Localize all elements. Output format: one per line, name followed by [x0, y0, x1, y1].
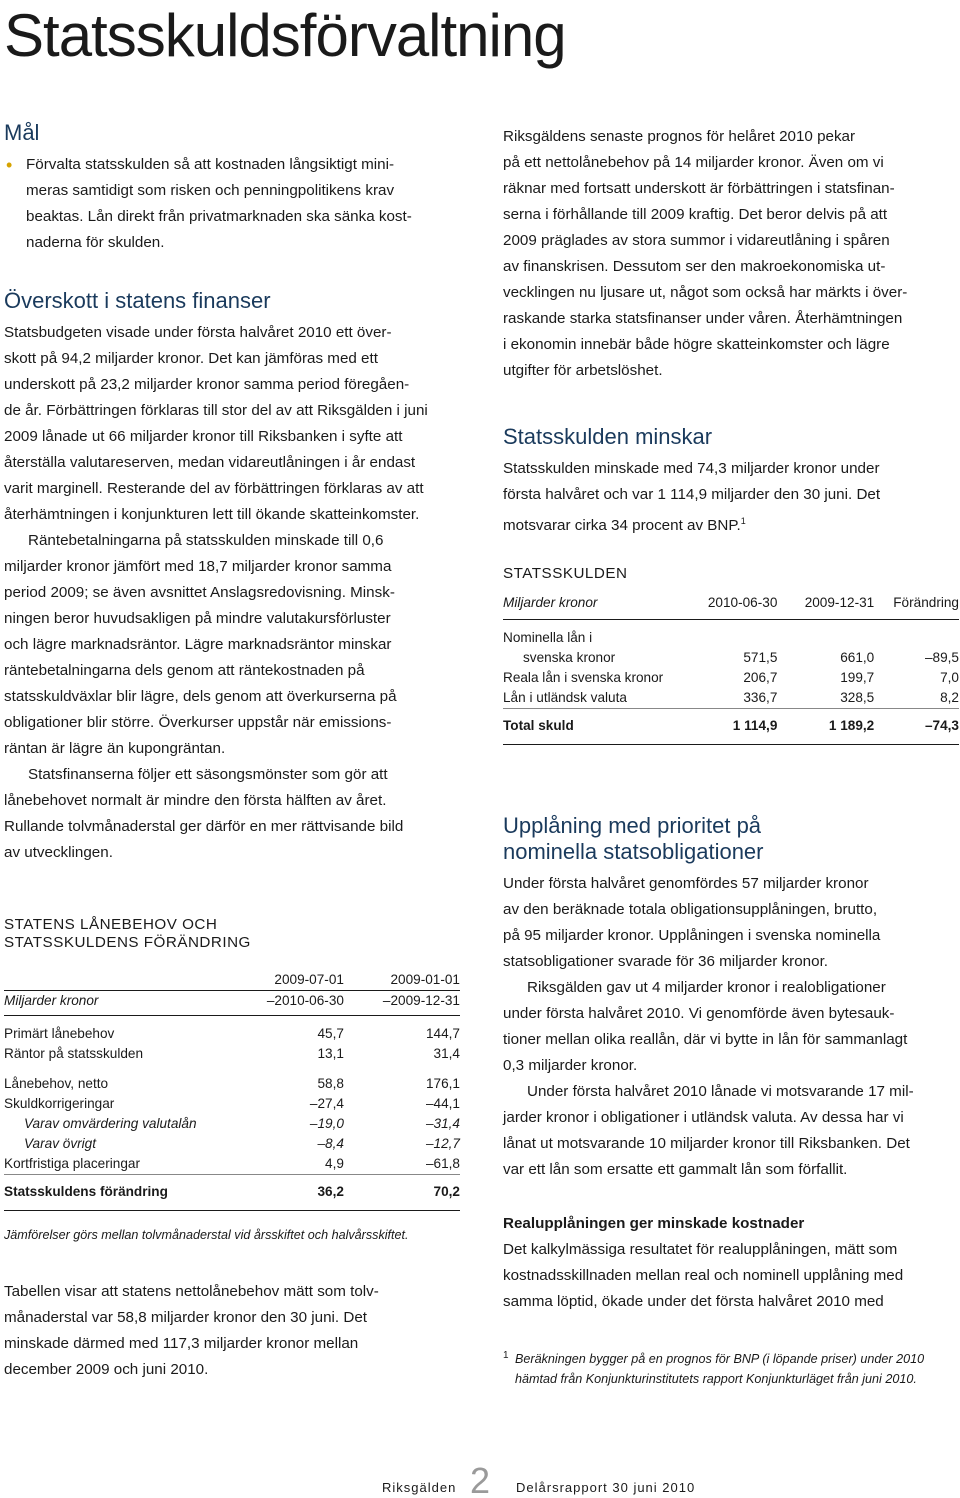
table-row	[4, 1154, 460, 1175]
closing-paragraph	[4, 1279, 460, 1383]
text-line: av den beräknade totala obligationsupplåningen, brutto,	[503, 901, 878, 919]
upplaning-paragraph-3	[503, 1079, 959, 1183]
text-line: Rullande tolvmånaderstal ger därför en mer rättvisande bild	[4, 818, 404, 835]
text-line: Under första halvåret genomfördes 57 miljarder kronor	[503, 875, 869, 893]
bullet-icon: •	[6, 155, 13, 175]
row-label: Skuldkorrigeringar	[4, 1095, 115, 1111]
text-line: på 95 miljarder kronor. Upplåningen i svenska nominella	[503, 927, 881, 945]
upplaning-heading	[503, 813, 959, 865]
row-value: 176,1	[425, 1075, 460, 1091]
text-line: period 2009; se även avsnittet Anslagsredovisning. Minsk-	[4, 584, 395, 601]
row-value: 571,5	[743, 649, 778, 665]
overskott-paragraph-3	[4, 762, 460, 866]
row-value: 31,4	[433, 1045, 460, 1061]
table-row	[4, 1114, 460, 1134]
text-line: Beräkningen bygger på en prognos för BNP (i löpande priser) under 2010	[515, 1352, 925, 1367]
text-line: räntan är lägre än kupongräntan.	[4, 740, 226, 757]
text-line: raskande starka statsfinanser under våren. Återhämtningen	[503, 310, 903, 327]
text-line: serna i förhållande till 2009 kraftig. Det beror delvis på att	[503, 206, 888, 223]
minskar-paragraph	[503, 456, 959, 539]
row-value: –12,7	[425, 1135, 460, 1151]
table1-col1-header-line1: 2009-07-01	[274, 972, 344, 987]
text-line: lånebehovet normalt är mindre den första hälften av året.	[4, 792, 387, 809]
text-line: obligationer blir större. Överkurser uppstår när emissions-	[4, 714, 392, 731]
total-value: –74,3	[924, 718, 959, 734]
row-label: Kortfristiga placeringar	[4, 1155, 140, 1171]
row-label: Reala lån i svenska kronor	[503, 669, 664, 685]
row-value: –27,4	[309, 1095, 344, 1111]
table-row	[4, 1094, 460, 1114]
table1-col2-header-line2: –2009-12-31	[382, 993, 460, 1008]
overskott-paragraph-1	[4, 320, 460, 528]
text-line: Under första halvåret 2010 lånade vi motsvarande 17 mil-	[527, 1083, 914, 1101]
footnote-ref: 1	[740, 516, 746, 526]
real-heading: Realupplåningen ger minskade kostnader	[503, 1215, 805, 1233]
row-value: –61,8	[425, 1155, 460, 1171]
text-line: under första halvåret 2010. Vi genomförde även bytesauk-	[503, 1005, 895, 1023]
table-row	[4, 1074, 460, 1094]
total-value: 1 114,9	[732, 718, 778, 734]
text-line: kostnadsskillnaden mellan real och nominell upplåning med	[503, 1267, 904, 1285]
text-line: statsskuldväxlar blir lägre, dels genom att överkurserna på	[4, 688, 397, 705]
text-line: och lägre marknadsräntor. Lägre marknadsräntor minskar	[4, 636, 392, 653]
table1-title-line1: STATENS LÅNEBEHOV OCH	[4, 916, 218, 933]
total-label: Total skuld	[503, 718, 574, 734]
minskar-heading: Statsskulden minskar	[503, 424, 713, 449]
overskott-paragraph-2	[4, 528, 460, 762]
table-row	[503, 668, 959, 688]
row-value: –19,0	[309, 1115, 344, 1131]
text-line: 0,3 miljarder kronor.	[503, 1057, 638, 1075]
page-number: 2	[470, 1460, 491, 1498]
text-line: första halvåret och var 1 114,9 miljarder den 30 juni. Det	[503, 486, 881, 503]
text-line: samma löptid, ökade under det första halvåret 2010 med	[503, 1293, 884, 1311]
text-line: tioner mellan olika reallån, där vi bytte in lån för sammanlagt	[503, 1031, 908, 1049]
row-label: Primärt lånebehov	[4, 1025, 115, 1041]
row-value: –8,4	[317, 1135, 344, 1151]
table1-title-line2: STATSSKULDENS FÖRÄNDRING	[4, 934, 251, 951]
text-line: 2009 lånade ut 66 miljarder kronor till Riksbanken i syfte att	[4, 428, 403, 445]
table-total-row	[503, 716, 959, 745]
text-line: meras samtidigt som risken och penningpolitikens krav	[26, 182, 395, 199]
text-line: beaktas. Lån direkt från privatmarknaden ska sänka kost-	[26, 208, 412, 225]
left-column	[4, 120, 460, 1383]
table2-title: STATSSKULDEN	[503, 565, 628, 583]
table1-unit-cell	[4, 970, 234, 991]
upplaning-paragraph-2	[503, 975, 959, 1079]
text-line: minskade därmed med 117,3 miljarder kronor mellan	[4, 1335, 359, 1352]
text-line: var ett lån som ersatte ett gammalt lån som förfallit.	[503, 1161, 848, 1179]
text-line: ningen beror huvudsakligen på mindre valutakursförluster	[4, 610, 391, 627]
total-value: 1 189,2	[828, 718, 875, 734]
page-footer	[0, 1462, 960, 1498]
text-line: återställa valutareserven, medan vidareutlåningen i år endast	[4, 454, 416, 471]
table2-unit-label: Miljarder kronor	[503, 595, 598, 611]
row-value: 336,7	[743, 689, 778, 705]
mal-bullet	[4, 152, 460, 256]
text-line: månaderstal var 58,8 miljarder kronor den 30 juni. Det	[4, 1309, 367, 1326]
table-row	[4, 1024, 460, 1044]
text-line: december 2009 och juni 2010.	[4, 1361, 209, 1378]
statsskulden-table	[503, 593, 959, 745]
text-line: hämtad från Konjunkturinstitutets rapport Konjunkturläget från juni 2010.	[515, 1372, 917, 1387]
text-line: statsobligationer svarade för 36 miljarder kronor.	[503, 953, 829, 971]
mal-bullet-text	[26, 152, 412, 256]
row-value: 13,1	[317, 1045, 344, 1061]
footer-report: Delårsrapport 30 juni 2010	[516, 1480, 696, 1495]
text-line: i ekonomin innebär både högre skatteinkomster och lägre	[503, 336, 890, 353]
footer-org: Riksgälden	[382, 1480, 457, 1495]
text-line: återhämtningen i konjunkturen lett till ökande skatteinkomster.	[4, 506, 420, 523]
table2-col1-header: 2010-06-30	[707, 595, 778, 611]
table1-col1-header-line2: –2010-06-30	[266, 993, 344, 1008]
table1-unit-label: Miljarder kronor	[4, 993, 99, 1008]
text-line: av finanskrisen. Dessutom ser den makroekonomiska ut-	[503, 258, 886, 275]
text-line: Statsskulden minskade med 74,3 miljarder kronor under	[503, 460, 880, 477]
row-value: 199,7	[840, 669, 875, 685]
lanebehov-table-block	[4, 916, 460, 1245]
text-line: miljarder kronor jämfört med 18,7 miljarder kronor samma	[4, 558, 392, 575]
footnote	[503, 1349, 959, 1389]
table-row	[4, 1044, 460, 1064]
text-line: utgifter för arbetslöshet.	[503, 362, 663, 379]
row-label: Lånebehov, netto	[4, 1075, 109, 1091]
text-line: Tabellen visar att statens nettolånebehov mätt som tolv-	[4, 1283, 379, 1300]
real-paragraph	[503, 1237, 959, 1315]
text-line: räntebetalningarna dels genom att räntekostnaden på	[4, 662, 365, 679]
lanebehov-table	[4, 970, 460, 1211]
table-row	[503, 688, 959, 709]
table2-col2-header: 2009-12-31	[804, 595, 875, 611]
table-row	[503, 628, 959, 648]
mal-heading: Mål	[4, 120, 40, 145]
row-value: 328,5	[840, 689, 875, 705]
table-row	[503, 648, 959, 668]
heading-line: Upplåning med prioritet på	[503, 813, 762, 839]
text-line: Statsbudgeten visade under första halvåret 2010 ett över-	[4, 324, 392, 341]
text-line: vecklingen nu ljusare ut, något som också har märkts i över-	[503, 284, 908, 301]
page-title: Statsskuldsförvaltning	[4, 2, 566, 69]
text-line	[503, 508, 959, 539]
table-row	[4, 1134, 460, 1154]
text-line: lånat ut motsvarande 10 miljarder kronor till Riksbanken. Det	[503, 1135, 910, 1153]
heading-line: nominella statsobligationer	[503, 839, 764, 865]
text-line: underskott på 23,2 miljarder kronor samma period föregåen-	[4, 376, 410, 393]
intro-paragraph	[503, 124, 959, 384]
text-line: Räntebetalningarna på statsskulden minskade till 0,6	[28, 532, 384, 549]
text-line: Riksgäldens senaste prognos för helåret 2010 pekar	[503, 128, 856, 145]
row-label: Nominella lån i	[503, 629, 593, 645]
text-line: av utvecklingen.	[4, 844, 113, 861]
row-label: Lån i utländsk valuta	[503, 689, 627, 705]
text-line: Riksgälden gav ut 4 miljarder kronor i realobligationer	[527, 979, 886, 997]
overskott-heading: Överskott i statens finanser	[4, 288, 271, 313]
row-label: Räntor på statsskulden	[4, 1045, 144, 1061]
row-value: –44,1	[425, 1095, 460, 1111]
text-line: skott på 94,2 miljarder kronor. Det kan jämföras med ett	[4, 350, 378, 367]
footnote-text	[515, 1349, 924, 1389]
total-label: Statsskuldens förändring	[4, 1184, 168, 1199]
text-segment: motsvarar cirka 34 procent av BNP.	[503, 517, 741, 535]
text-line: naderna för skulden.	[26, 234, 165, 251]
row-value: 8,2	[940, 689, 959, 705]
text-line: Statsfinanserna följer ett säsongsmönster som gör att	[28, 766, 388, 783]
text-line: på ett nettolånebehov på 14 miljarder kronor. Även om vi	[503, 154, 884, 171]
row-label: svenska kronor	[523, 649, 616, 665]
row-value: 144,7	[425, 1025, 460, 1041]
upplaning-paragraph-1	[503, 871, 959, 975]
statsskulden-table-block	[503, 565, 959, 745]
row-value: 58,8	[317, 1075, 344, 1091]
text-line: Det kalkylmässiga resultatet för realupplåningen, mätt som	[503, 1241, 898, 1259]
total-value: 36,2	[317, 1184, 344, 1199]
text-line: jarder kronor i obligationer i utländsk valuta. Av dessa har vi	[503, 1109, 904, 1127]
table1-note: Jämförelser görs mellan tolvmånaderstal vid årsskiftet och halvårsskiftet.	[4, 1228, 409, 1242]
row-label: Varav övrigt	[24, 1135, 97, 1151]
text-line: de år. Förbättringen förklaras till stor del av att Riksgälden i juni	[4, 402, 428, 419]
text-line: Förvalta statsskulden så att kostnaden långsiktigt mini-	[26, 156, 395, 173]
row-value: 4,9	[325, 1155, 344, 1171]
table1-col2-header-line1: 2009-01-01	[390, 972, 460, 987]
row-label: Varav omvärdering valutalån	[24, 1115, 197, 1131]
text-line: 2009 präglades av stora summor i vidareutlåning i spåren	[503, 232, 890, 249]
row-value: 7,0	[940, 669, 959, 685]
table-total-row	[4, 1182, 460, 1211]
row-value: 45,7	[317, 1025, 344, 1041]
row-value: 206,7	[743, 669, 778, 685]
total-value: 70,2	[433, 1184, 460, 1199]
row-value: –31,4	[425, 1115, 460, 1131]
row-value: –89,5	[924, 649, 959, 665]
right-column	[503, 124, 959, 1389]
table2-col3-header: Förändring	[893, 595, 959, 611]
footnote-mark: 1	[503, 1350, 509, 1362]
text-line: varit marginell. Resterande del av förbättringen förklaras av att	[4, 480, 424, 497]
row-value: 661,0	[840, 649, 875, 665]
text-line: räknar med fortsatt underskott är förbättringen i statsfinan-	[503, 180, 895, 197]
